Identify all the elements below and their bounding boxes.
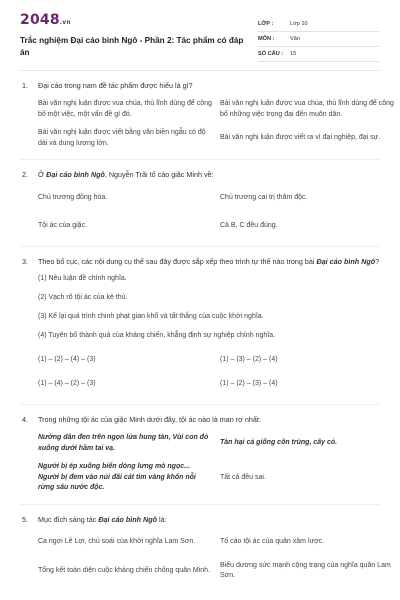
question-text — [38, 170, 380, 180]
options-grid — [20, 99, 394, 149]
statement-item: (3) Kể lại quá trình chinh phạt gian khổ và tất thắng của cuộc khởi nghĩa. — [38, 313, 264, 320]
logo-suffix: .vn — [59, 19, 71, 26]
option-a[interactable]: Nướng dân đen trên ngọn lửa hung tàn, Vùi con đỏ xuống dưới hầm tai vạ. — [38, 434, 209, 452]
question-text — [38, 415, 380, 425]
option-b[interactable]: Tàn hại cả giống côn trùng, cây cỏ. — [220, 439, 338, 447]
option-d[interactable]: Tất cả đều sai. — [220, 473, 266, 481]
meta-value: Văn — [290, 36, 300, 42]
question-text-part: là: — [157, 514, 167, 524]
option-d[interactable]: Biểu dương sức mạnh cộng trạng của nghĩa quân Lam Sơn. — [220, 561, 391, 579]
option-c[interactable]: (1) – (4) – (2) – (3) — [38, 379, 96, 387]
question-number: 5. — [22, 514, 28, 524]
meta-value: 15 — [290, 51, 297, 57]
question-4 — [20, 405, 380, 505]
question-number: 4. — [22, 415, 28, 424]
options-grid — [20, 533, 391, 582]
question-text — [38, 81, 380, 91]
option-b[interactable]: Chủ trương cai trị thâm độc. — [220, 193, 308, 201]
meta-row-subject — [258, 32, 380, 47]
meta-key: SỐ CÂU : — [258, 51, 284, 57]
question-text-part: Đại cáo trong nam đề tác phẩm được hiểu là gì? — [38, 81, 193, 90]
option-b[interactable]: Bài văn nghị luận được vua chúa, thủ lĩnh dùng để công bố những việc trọng đại đến muôn dân. — [220, 100, 394, 118]
meta-value: Lớp 10 — [290, 21, 308, 27]
question-header — [20, 81, 380, 91]
question-number: 1. — [22, 81, 28, 90]
question-text-part: Theo bố cục, các nội dung cụ thể sau đây được sắp xếp theo trình tự thế nào trong bài — [38, 257, 317, 266]
options-grid — [20, 433, 380, 494]
question-header — [20, 515, 380, 525]
option-a[interactable]: Chủ trương đồng hóa. — [38, 193, 108, 201]
option-b[interactable]: (1) – (3) – (2) – (4) — [220, 355, 278, 363]
meta-row-count — [258, 47, 380, 62]
work-title: Đại cáo bình Ngô — [98, 514, 158, 524]
question-5 — [20, 505, 391, 592]
option-d[interactable]: (1) – (2) – (3) – (4) — [220, 379, 278, 387]
question-2 — [20, 160, 380, 247]
option-b[interactable]: Tố cáo tội ác của quân xâm lược. — [220, 538, 325, 546]
meta-key: LỚP : — [258, 21, 274, 27]
option-d[interactable]: Bài văn nghị luận được viết ra vì đại nghiệp, đại sự. — [220, 134, 381, 142]
options-grid — [20, 350, 380, 394]
option-d[interactable]: Cả B, C đều đúng. — [220, 221, 278, 229]
option-a[interactable]: (1) – (2) – (4) – (3) — [38, 355, 96, 363]
meta-info — [258, 17, 380, 62]
question-text — [38, 257, 380, 267]
option-a[interactable]: Bài văn nghị luận được vua chúa, thủ lĩnh dùng để công bố một việc, một vấn đề gì đó. — [38, 100, 212, 118]
work-title: Đại cáo bình Ngô — [46, 170, 105, 179]
question-text-part: Ở — [38, 170, 47, 179]
question-text-part: Mục đích sáng tác — [38, 514, 99, 524]
header — [20, 0, 380, 62]
site-logo[interactable] — [20, 12, 252, 31]
question-number: 2. — [22, 170, 28, 179]
option-c[interactable]: Tổng kết toàn diện cuộc kháng chiến chống quân Minh. — [38, 566, 211, 574]
statement-item: (4) Tuyên bố thành quả của kháng chiến, khẳng định sự nghiệp chính nghĩa. — [38, 332, 276, 339]
statement-list — [20, 274, 380, 341]
option-c[interactable]: Tội ác của giặc. — [38, 221, 88, 229]
question-header — [20, 170, 380, 180]
meta-row-class — [258, 17, 380, 32]
statement-item: (1) Nêu luận đề chính nghĩa. — [38, 275, 127, 282]
option-c[interactable]: Người bị ép xuống biển dòng lưng mò ngọc... Người bị đem vào núi đãi cát tìm vàng khốn nỗi rừng sâu nước độc. — [38, 463, 196, 491]
question-text-part: , Nguyễn Trãi tố cáo giặc Minh về: — [104, 170, 214, 179]
meta-key: MÔN : — [258, 36, 275, 42]
question-text-part: Trong những tội ác của giặc Minh dưới đây, tội ác nào là man rợ nhất: — [38, 415, 261, 424]
question-3 — [20, 247, 380, 405]
work-title: Đại cáo bình Ngô — [316, 257, 376, 266]
question-1 — [20, 71, 394, 160]
statement-item: (2) Vạch rõ tội ác của kẻ thù. — [38, 294, 128, 301]
question-text — [38, 515, 380, 525]
option-a[interactable]: Ca ngợi Lê Lợi, chủ soái của khởi nghĩa Lam Sơn. — [38, 538, 196, 546]
question-header — [20, 257, 380, 267]
question-text-part: ? — [375, 257, 380, 266]
logo-text: 2048 — [20, 12, 60, 28]
page-title: Trắc nghiệm Đại cáo bình Ngô - Phần 2: Tác phẩm có đáp án — [20, 36, 244, 57]
header-left — [20, 12, 252, 62]
question-header — [20, 415, 380, 425]
question-number: 3. — [22, 257, 28, 266]
option-c[interactable]: Bài văn nghị luận được viết bằng văn biền ngẫu có độ dài và dung lượng lớn. — [38, 129, 206, 147]
options-grid — [20, 188, 380, 236]
